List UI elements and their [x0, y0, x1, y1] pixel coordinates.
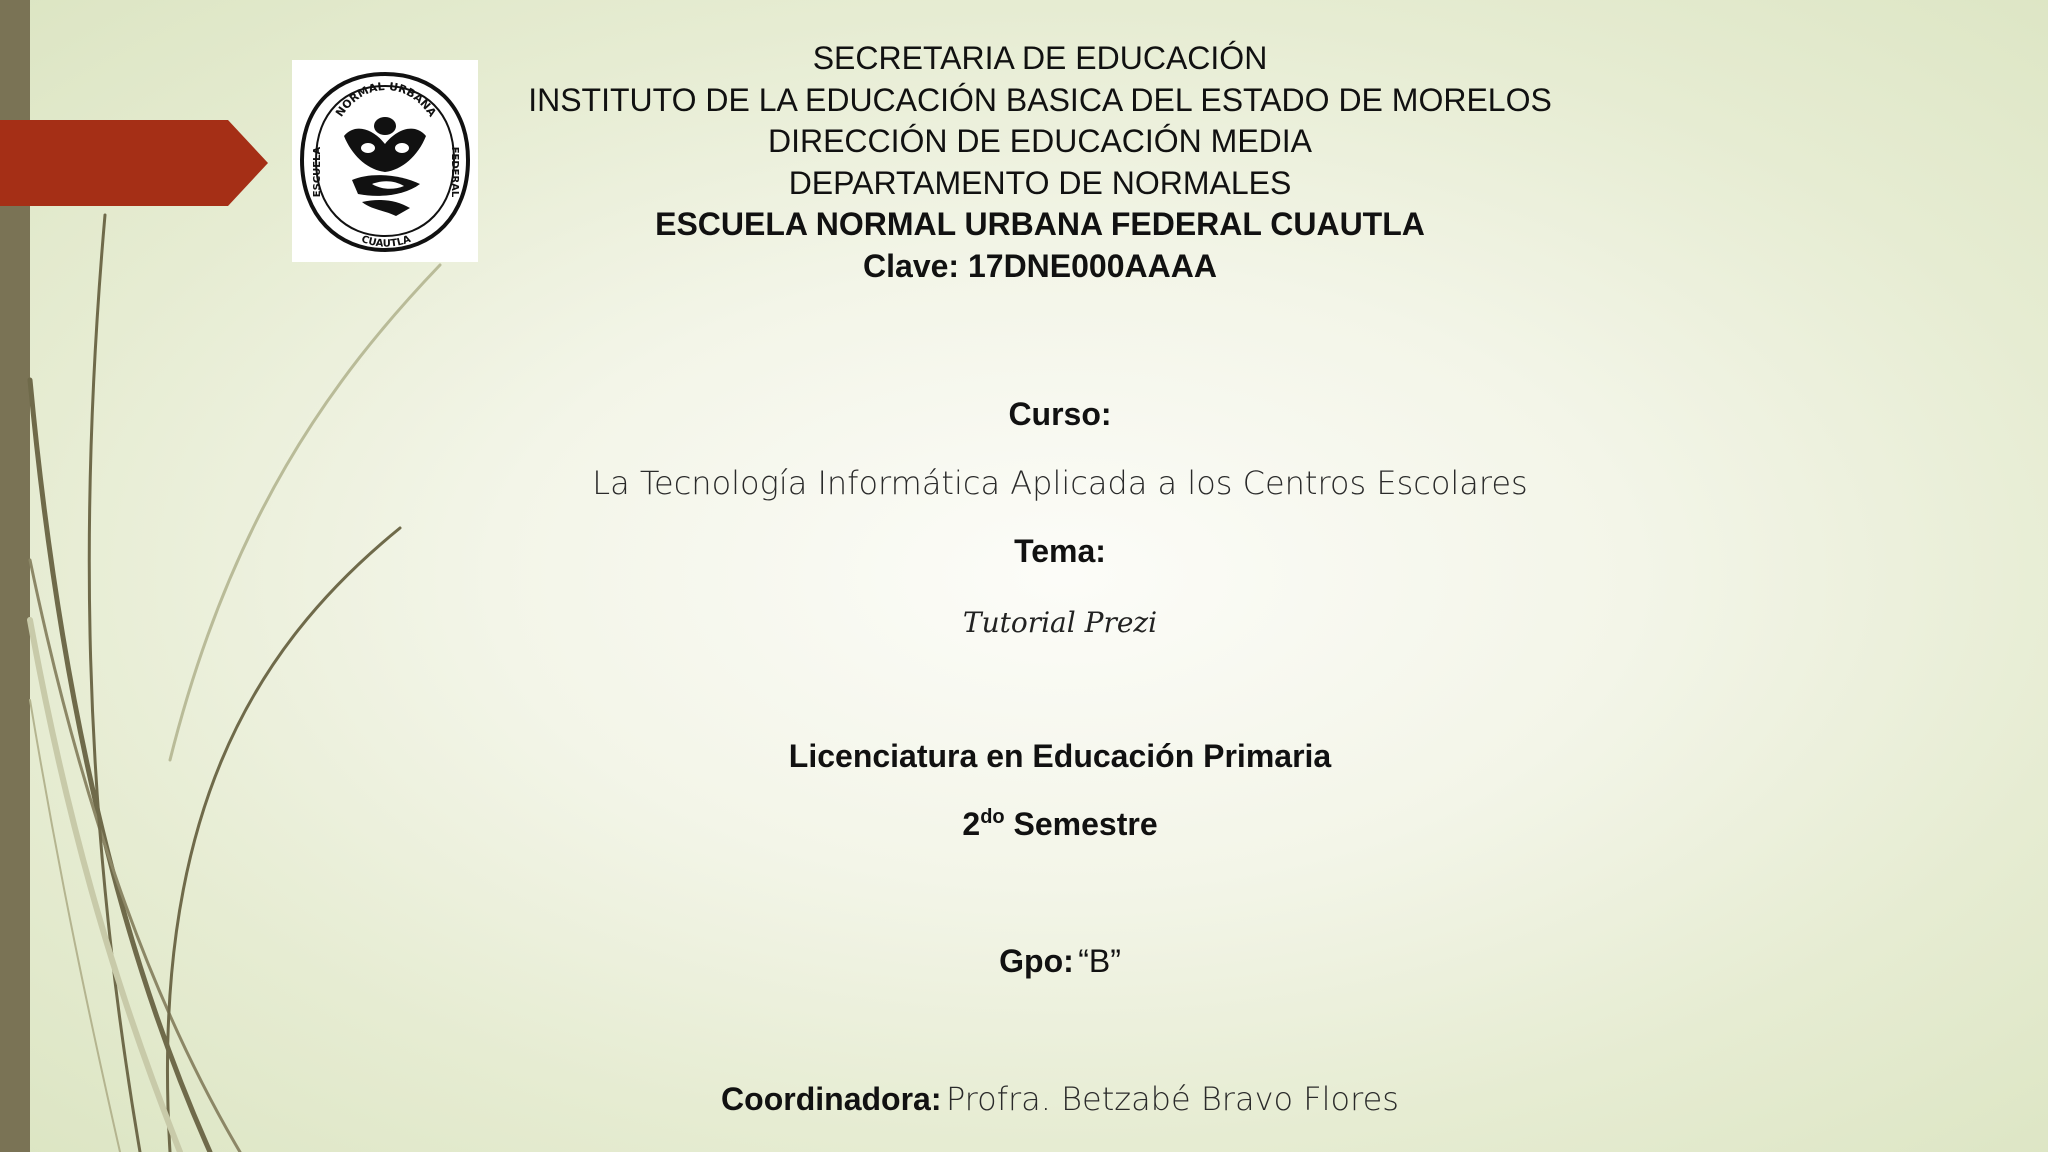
semester: [962, 806, 1157, 842]
course-label: Curso:: [1008, 396, 1112, 432]
semester-row: [460, 806, 1660, 843]
seal-text-top: NORMAL URBANA: [333, 79, 439, 120]
school-name: ESCUELA NORMAL URBANA FEDERAL CUAUTLA: [655, 206, 1425, 242]
coordinator-label: Coordinadora:: [721, 1081, 942, 1117]
coordinator-name: Profra. Betzabé Bravo Flores: [945, 1080, 1399, 1118]
group-value: “B”: [1078, 943, 1121, 979]
seal-text-left: ESCUELA: [312, 146, 323, 198]
institution-header: [440, 38, 1640, 287]
semester-word: Semestre: [1013, 806, 1158, 842]
course-name: La Tecnología Informática Aplicada a los Centros Escolares: [592, 464, 1528, 502]
course-label-row: [460, 396, 1660, 433]
semester-ordinal-suffix: do: [980, 806, 1005, 828]
degree-name: Licenciatura en Educación Primaria: [788, 738, 1332, 774]
topic-label-row: [460, 533, 1660, 570]
group-label: Gpo:: [999, 943, 1074, 979]
seal-text-bottom: CUAUTLA: [359, 233, 413, 250]
school-clave: Clave: 17DNE000AAAA: [863, 247, 1217, 284]
red-arrow-tab: [0, 120, 270, 206]
group-row: [460, 943, 1660, 980]
course-value-row: [460, 464, 1660, 502]
header-line-departamento: DEPARTAMENTO DE NORMALES: [788, 164, 1292, 201]
semester-number: 2: [962, 806, 981, 842]
seal-text-right: FEDERAL: [449, 146, 460, 198]
degree-row: [460, 738, 1660, 775]
topic-label: Tema:: [1014, 533, 1106, 569]
topic-value-row: [460, 606, 1660, 639]
header-line-direccion: DIRECCIÓN DE EDUCACIÓN MEDIA: [767, 123, 1313, 159]
header-line-instituto: INSTITUTO DE LA EDUCACIÓN BASICA DEL ESTADO DE MORELOS: [528, 81, 1552, 118]
coordinator-row: [460, 1080, 1660, 1118]
header-line-secretaria: SECRETARIA DE EDUCACIÓN: [812, 40, 1268, 76]
topic-name: Tutorial Prezi: [962, 606, 1158, 639]
